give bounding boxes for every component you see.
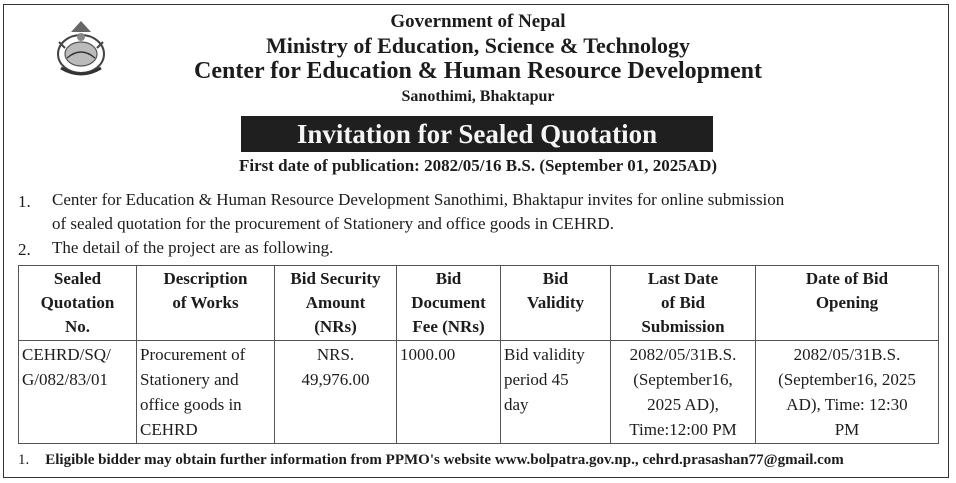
- cell-document-fee: 1000.00: [397, 341, 501, 444]
- header-ministry: Ministry of Education, Science & Technology: [265, 33, 691, 58]
- col-header-bid-validity: Bid Validity: [501, 266, 611, 341]
- table-row: [19, 341, 939, 444]
- col-header-quotation-no: Sealed Quotation No.: [19, 266, 137, 341]
- footer-number: 1.: [18, 452, 30, 468]
- header-center: Center for Education & Human Resource Development: [194, 58, 762, 84]
- point-1-line-2: of sealed quotation for the procurement of Stationery and office goods in CEHRD.: [52, 214, 614, 233]
- col-header-document-fee: Bid Document Fee (NRs): [397, 266, 501, 341]
- point-number: 1.: [18, 192, 31, 211]
- point-1-line-1: Center for Education & Human Resource Development Sanothimi, Bhaktapur invites for online submission: [52, 190, 785, 209]
- header-government: Government of Nepal: [390, 11, 566, 32]
- col-header-bid-security: Bid Security Amount (NRs): [275, 266, 397, 341]
- col-header-last-date: Last Date of Bid Submission: [611, 266, 756, 341]
- cell-opening-date: 2082/05/31B.S. (September16, 2025 AD), Time: 12:30 PM: [756, 341, 939, 444]
- col-header-description: Description of Works: [137, 266, 275, 341]
- table-header-row: [19, 266, 939, 341]
- footer-note: [18, 452, 844, 469]
- project-detail-table: [18, 265, 939, 444]
- point-number: 2.: [18, 240, 31, 259]
- cell-description: Procurement of Stationery and office goods in CEHRD: [137, 341, 275, 444]
- cell-quotation-no: CEHRD/SQ/ G/082/83/01: [19, 341, 137, 444]
- col-header-opening-date: Date of Bid Opening: [756, 266, 939, 341]
- point-2-line-1: The detail of the project are as following.: [52, 238, 334, 257]
- footer-text: Eligible bidder may obtain further information from PPMO's website www.bolpatra.gov.np., cehrd.prasashan77@gmail.com: [45, 452, 844, 468]
- notice-title-banner: Invitation for Sealed Quotation: [241, 116, 713, 152]
- publication-date: First date of publication: 2082/05/16 B.S. (September 01, 2025AD): [238, 156, 718, 175]
- cell-bid-security: NRS. 49,976.00: [275, 341, 397, 444]
- header-location: Sanothimi, Bhaktapur: [401, 88, 555, 105]
- cell-last-date: 2082/05/31B.S. (September16, 2025 AD), Time:12:00 PM: [611, 341, 756, 444]
- cell-bid-validity: Bid validity period 45 day: [501, 341, 611, 444]
